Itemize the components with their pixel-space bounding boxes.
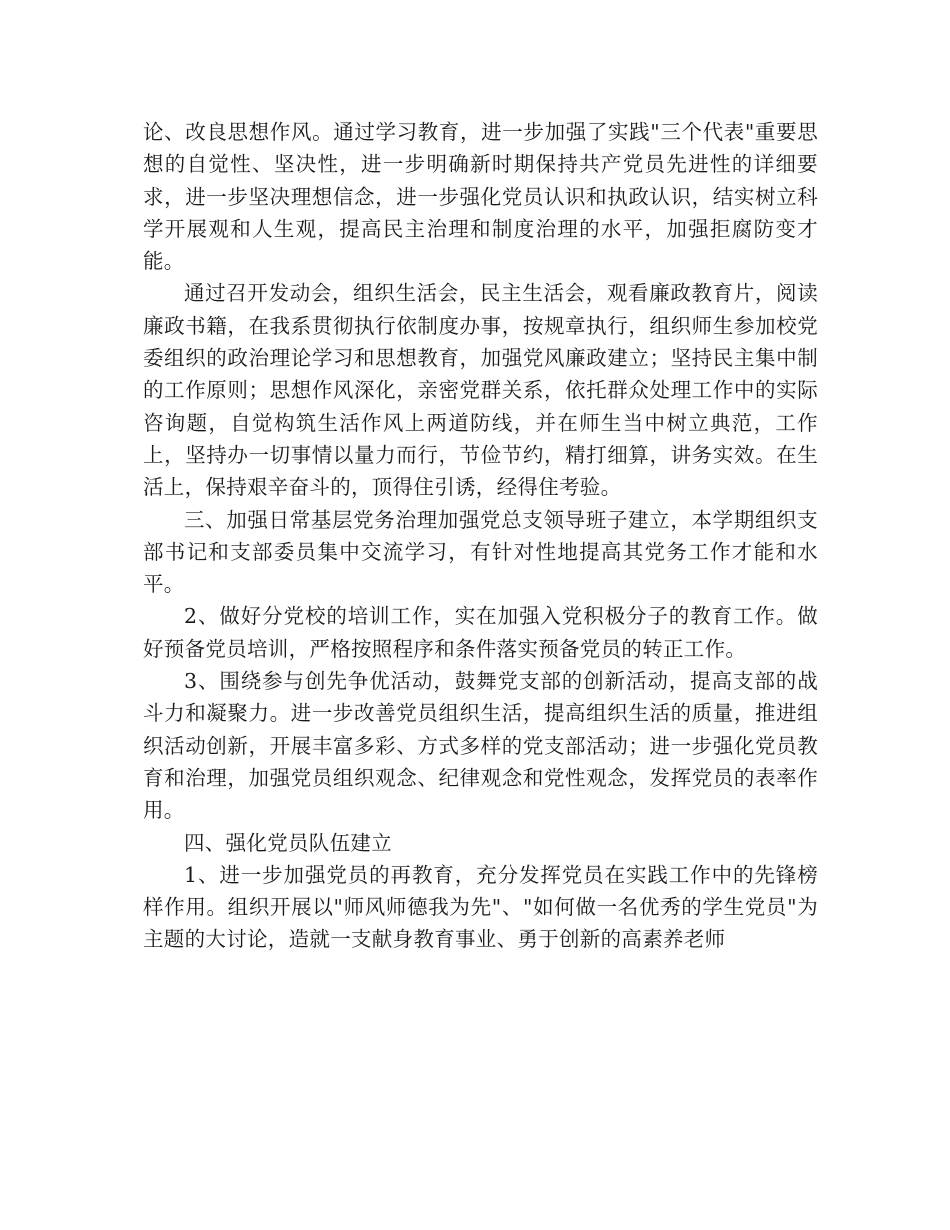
paragraph: 2、做好分党校的培训工作，实在加强入党积极分子的教育工作。做好预备党员培训，严格按照程序和条件落实预备党员的转正工作。 — [143, 604, 818, 661]
document-body — [143, 116, 818, 956]
paragraph: 通过召开发动会，组织生活会，民主生活会，观看廉政教育片，阅读廉政书籍，在我系贯彻执行依制度办事，按规章执行，组织师生参加校党委组织的政治理论学习和思想教育，加强党风廉政建立；坚持民主集中制的工作原则；思想作风深化，亲密党群关系，依托群众处理工作中的实际咨询题，自觉构筑生活作风上两道防线，并在师生当中树立典范，工作上，坚持办一切事情以量力而行，节俭节约，精打细算，讲务实效。在生活上，保持艰辛奋斗的，顶得住引诱，经得住考验。 — [143, 281, 818, 500]
section-heading-paragraph: 三、加强日常基层党务治理加强党总支领导班子建立，本学期组织支部书记和支部委员集中交流学习，有针对性地提高其党务工作才能和水平。 — [143, 507, 818, 597]
paragraph: 3、围绕参与创先争优活动，鼓舞党支部的创新活动，提高支部的战斗力和凝聚力。进一步改善党员组织生活，提高组织生活的质量，推进组织活动创新，开展丰富多彩、方式多样的党支部活动；进一步强化党员教育和治理，加强党员组织观念、纪律观念和党性观念，发挥党员的表率作用。 — [143, 669, 818, 823]
paragraph: 论、改良思想作风。通过学习教育，进一步加强了实践"三个代表"重要思想的自觉性、坚决性，进一步明确新时期保持共产党员先进性的详细要求，进一步坚决理想信念，进一步强化党员认识和执政认识，结实树立科学开展观和人生观，提高民主治理和制度治理的水平，加强拒腐防变才能。 — [143, 120, 818, 274]
paragraph: 1、进一步加强党员的再教育，充分发挥党员在实践工作中的先锋榜样作用。组织开展以"师风师德我为先"、"如何做一名优秀的学生党员"为主题的大讨论，造就一支献身教育事业、勇于创新的高素养老师 — [143, 862, 818, 952]
section-heading: 四、强化党员队伍建立 — [184, 830, 392, 855]
